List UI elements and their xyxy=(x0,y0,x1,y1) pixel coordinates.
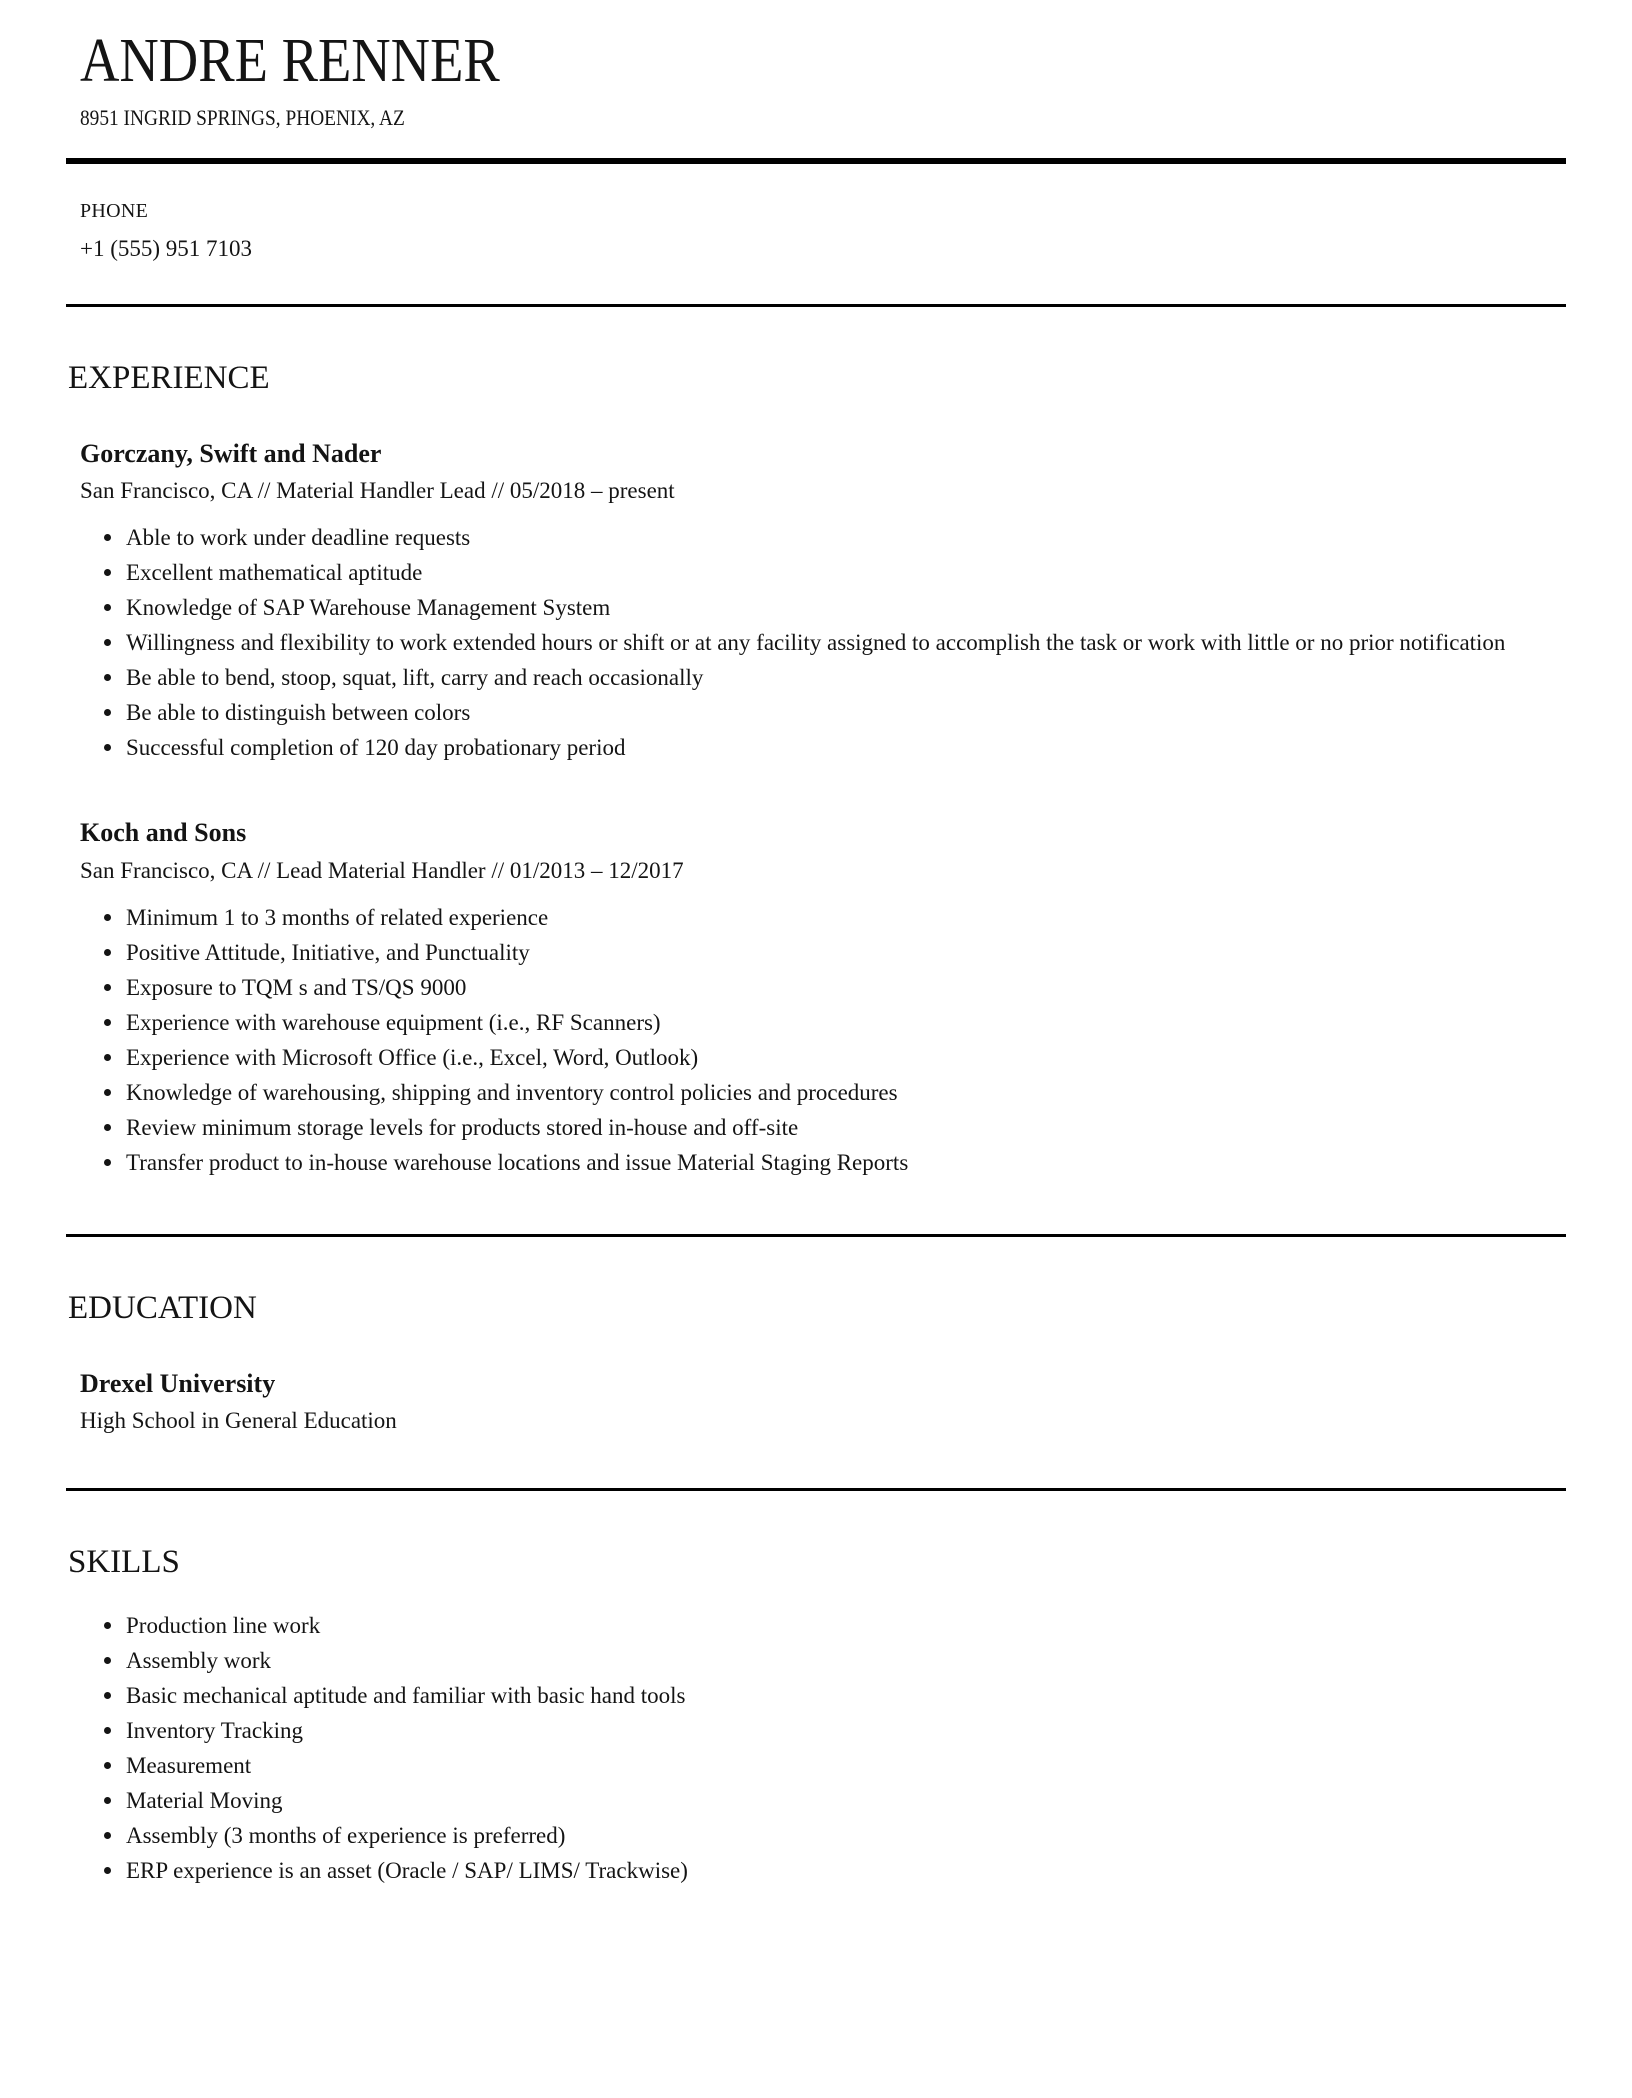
job-bullet-list xyxy=(80,520,1566,765)
phone-label: PHONE xyxy=(80,200,149,223)
bullet-item: Willingness and flexibility to work extended hours or shift or at any facility assigned to accomplish the task or work with little or no prior notification xyxy=(80,625,1526,660)
bullet-item: Review minimum storage levels for products stored in-house and off-site xyxy=(80,1110,1526,1145)
job-meta: San Francisco, CA // Lead Material Handler // 01/2013 – 12/2017 xyxy=(80,858,684,884)
contact-section xyxy=(80,200,1566,262)
skills-section xyxy=(66,1545,1566,1888)
bullet-item: Positive Attitude, Initiative, and Punctuality xyxy=(80,935,1526,970)
bullet-item: Experience with Microsoft Office (i.e., Excel, Word, Outlook) xyxy=(80,1040,1526,1075)
bullet-item: Excellent mathematical aptitude xyxy=(80,555,1526,590)
section-divider xyxy=(66,1234,1566,1237)
education-entry xyxy=(80,1370,1566,1435)
header xyxy=(66,27,1566,131)
bullet-item: Be able to distinguish between colors xyxy=(80,695,1526,730)
bullet-item: Able to work under deadline requests xyxy=(80,520,1526,555)
experience-title: EXPERIENCE xyxy=(68,360,270,397)
education-title: EDUCATION xyxy=(68,1290,257,1327)
bullet-item: Transfer product to in-house warehouse locations and issue Material Staging Reports xyxy=(80,1145,1526,1180)
section-divider xyxy=(66,1488,1566,1491)
skills-bullet-list xyxy=(80,1608,1566,1888)
bullet-item: Production line work xyxy=(80,1608,1526,1643)
bullet-item: Inventory Tracking xyxy=(80,1713,1526,1748)
skills-title: SKILLS xyxy=(68,1544,180,1581)
bullet-item: Knowledge of warehousing, shipping and inventory control policies and procedures xyxy=(80,1075,1526,1110)
degree-name: High School in General Education xyxy=(80,1408,397,1434)
bullet-item: Material Moving xyxy=(80,1783,1526,1818)
bullet-item: Be able to bend, stoop, squat, lift, carry and reach occasionally xyxy=(80,660,1526,695)
bullet-item: Successful completion of 120 day probationary period xyxy=(80,730,1526,765)
experience-entry xyxy=(80,440,1566,766)
job-bullet-list xyxy=(80,900,1566,1180)
company-name: Koch and Sons xyxy=(80,818,247,848)
candidate-address: 8951 INGRID SPRINGS, PHOENIX, AZ xyxy=(80,105,405,131)
bullet-item: Assembly work xyxy=(80,1643,1526,1678)
bullet-item: ERP experience is an asset (Oracle / SAP/ LIMS/ Trackwise) xyxy=(80,1853,1526,1888)
header-divider xyxy=(66,158,1566,164)
school-name: Drexel University xyxy=(80,1368,276,1398)
bullet-item: Minimum 1 to 3 months of related experience xyxy=(80,900,1526,935)
candidate-name: ANDRE RENNER xyxy=(80,27,500,95)
bullet-item: Knowledge of SAP Warehouse Management System xyxy=(80,590,1526,625)
bullet-item: Exposure to TQM s and TS/QS 9000 xyxy=(80,970,1526,1005)
experience-entry xyxy=(80,819,1566,1180)
experience-section xyxy=(66,361,1566,1180)
bullet-item: Assembly (3 months of experience is preferred) xyxy=(80,1818,1526,1853)
education-section xyxy=(66,1291,1566,1434)
job-meta: San Francisco, CA // Material Handler Lead // 05/2018 – present xyxy=(80,478,675,504)
company-name: Gorczany, Swift and Nader xyxy=(80,438,382,468)
phone-value: +1 (555) 951 7103 xyxy=(80,236,253,262)
bullet-item: Experience with warehouse equipment (i.e., RF Scanners) xyxy=(80,1005,1526,1040)
section-divider xyxy=(66,304,1566,307)
bullet-item: Basic mechanical aptitude and familiar with basic hand tools xyxy=(80,1678,1526,1713)
bullet-item: Measurement xyxy=(80,1748,1526,1783)
